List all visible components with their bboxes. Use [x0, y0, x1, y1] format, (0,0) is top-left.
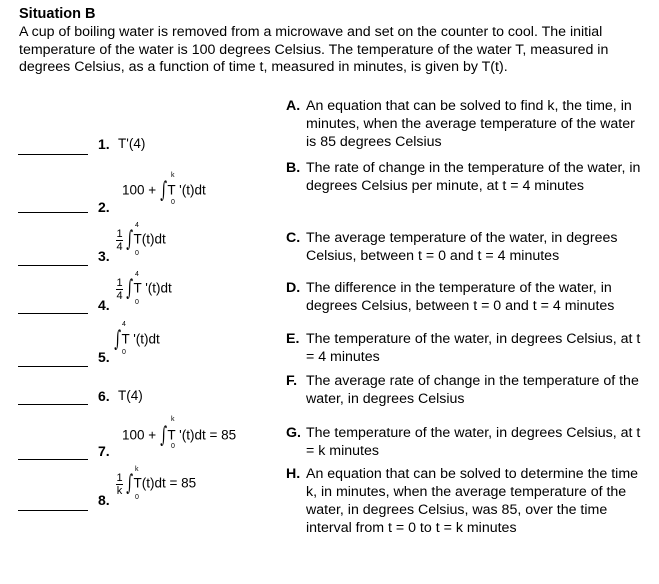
integrand: T '(t)dt = 85	[167, 427, 237, 443]
answer-option-a	[286, 97, 646, 151]
lower-limit: 0	[135, 250, 139, 257]
question-number: 2.	[98, 199, 110, 215]
fraction	[116, 277, 123, 302]
integral-sign-icon: ∫	[160, 423, 168, 448]
question-expr	[122, 178, 206, 203]
question-number: 7.	[98, 443, 110, 459]
answer-text: The rate of change in the temperature of the water, in degrees Celsius per minute, at t = 4 minutes	[306, 160, 641, 194]
fraction-numerator: 1	[116, 277, 123, 289]
fraction-numerator: 1	[116, 228, 123, 240]
fraction-numerator: 1	[116, 472, 123, 484]
answer-text: The temperature of the water, in degrees Celsius, at t = 4 minutes	[306, 331, 641, 365]
answer-letter: G.	[286, 425, 301, 441]
answer-blank-7[interactable]	[18, 459, 88, 460]
integrand: T(t)dt = 85	[133, 475, 197, 491]
integrand: T '(t)dt	[121, 331, 160, 347]
integrand: T(t)dt	[133, 231, 166, 247]
question-expr: T'(4)	[118, 136, 146, 151]
answer-option-e	[286, 330, 646, 366]
question-number: 4.	[98, 297, 110, 313]
question-number: 6.	[98, 388, 110, 404]
fraction	[116, 228, 123, 253]
integral-sign-icon: ∫	[114, 327, 122, 352]
integral-sign-icon: ∫	[126, 227, 134, 252]
answer-blank-5[interactable]	[18, 366, 88, 367]
question-number: 3.	[98, 248, 110, 264]
question-number: 8.	[98, 492, 110, 508]
situation-title: Situation B	[19, 6, 96, 22]
answer-option-b	[286, 159, 646, 195]
fraction-denominator: k	[116, 485, 123, 497]
integral-sign-icon: ∫	[160, 178, 168, 203]
answer-letter: A.	[286, 98, 301, 114]
answer-blank-2[interactable]	[18, 212, 88, 213]
upper-limit: k	[171, 416, 175, 423]
answer-text: The temperature of the water, in degrees Celsius, at t = k minutes	[306, 425, 641, 459]
answer-text: The average rate of change in the temperature of the water, in degrees Celsius	[306, 373, 639, 407]
answer-letter: B.	[286, 160, 301, 176]
upper-limit: 4	[135, 271, 139, 278]
integral-sign-icon: ∫	[126, 276, 134, 301]
fraction-denominator: 4	[116, 290, 123, 302]
question-expr	[126, 471, 197, 496]
answer-option-f	[286, 372, 646, 408]
answer-option-c	[286, 229, 646, 265]
expr-prefix: 100 +	[122, 427, 160, 443]
answer-letter: D.	[286, 280, 301, 296]
answer-text: The difference in the temperature of the water, in degrees Celsius, between t = 0 and t = 4 minutes	[306, 280, 615, 314]
answer-option-h	[286, 465, 646, 537]
upper-limit: k	[135, 466, 139, 473]
question-expr	[114, 327, 160, 352]
answer-letter: F.	[286, 373, 298, 389]
question-number: 5.	[98, 349, 110, 365]
answer-option-d	[286, 279, 646, 315]
answer-blank-6[interactable]	[18, 404, 88, 405]
upper-limit: 4	[122, 321, 126, 328]
integral-sign-icon: ∫	[126, 471, 134, 496]
answer-letter: E.	[286, 331, 300, 347]
fraction-denominator: 4	[116, 241, 123, 253]
answer-blank-4[interactable]	[18, 313, 88, 314]
situation-intro: A cup of boiling water is removed from a microwave and set on the counter to cool. The initial temperature of the water is 100 degrees Celsius. The temperature of the water T, measured in degrees Celsius, as a function of time t, measured in minutes, is given by T(t).	[19, 24, 609, 75]
question-number: 1.	[98, 136, 110, 152]
answer-letter: C.	[286, 230, 301, 246]
answer-text: The average temperature of the water, in degrees Celsius, between t = 0 and t = 4 minutes	[306, 230, 618, 264]
answer-blank-1[interactable]	[18, 154, 88, 155]
upper-limit: k	[171, 172, 175, 179]
answer-blank-8[interactable]	[18, 510, 88, 511]
lower-limit: 0	[171, 443, 175, 450]
answer-text: An equation that can be solved to determine the time k, in minutes, when the average temperature of the water, in degrees Celsius, was 85, over the time interval from t = 0 to t = k minutes	[306, 466, 639, 536]
question-expr	[126, 276, 172, 301]
lower-limit: 0	[135, 494, 139, 501]
question-expr: T(4)	[118, 388, 143, 403]
integrand: T '(t)dt	[167, 182, 206, 198]
question-expr	[122, 423, 237, 448]
lower-limit: 0	[122, 349, 126, 356]
answer-text: An equation that can be solved to find k, the time, in minutes, when the average temperature of the water is 85 degrees Celsius	[306, 98, 635, 150]
fraction	[116, 472, 123, 497]
lower-limit: 0	[135, 299, 139, 306]
question-expr	[126, 227, 166, 252]
integrand: T '(t)dt	[133, 280, 172, 296]
answer-blank-3[interactable]	[18, 265, 88, 266]
answer-option-g	[286, 424, 646, 460]
expr-prefix: 100 +	[122, 182, 160, 198]
answer-letter: H.	[286, 466, 301, 482]
upper-limit: 4	[135, 222, 139, 229]
lower-limit: 0	[171, 199, 175, 206]
